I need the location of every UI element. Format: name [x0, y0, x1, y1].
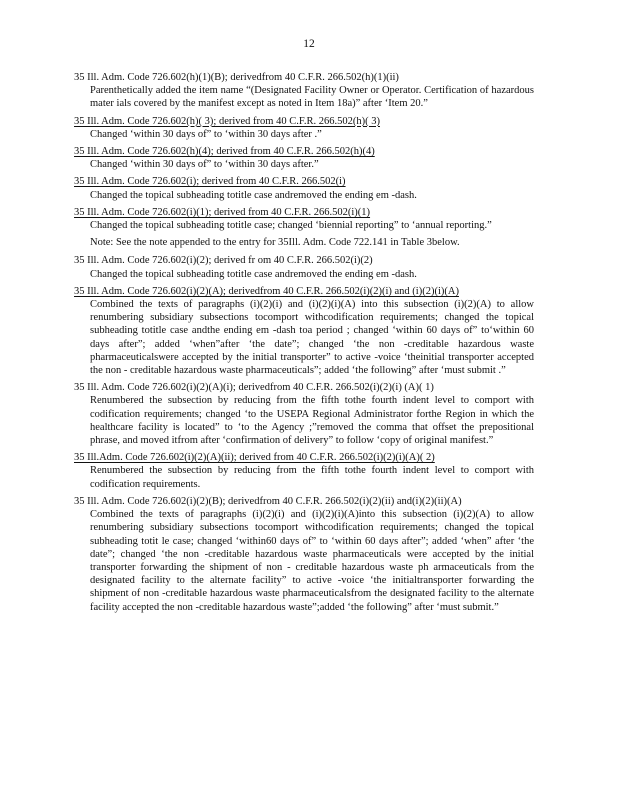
- note-text: Note: See the note appended to the entry for 35Ill. Adm. Code 722.141 in Table 3below.: [90, 237, 460, 249]
- entry-header: 35 Ill. Adm. Code 726.602(i); derived from 40 C.F.R. 266.502(i): [74, 176, 346, 188]
- entry-text: Combined the texts of paragraphs (i)(2)(i) and (i)(2)(i)(A)into this subsection (i)(2)(A) to allow renumbering subsidiary subsections tocomport withcodification requirements; changed the topical subheading totit le case; changed ‘within60 days of” to ‘within 60 days after”; added ‘when” after ‘the date”; changed ‘the non -creditable hazardous waste pharmaceuticals were accepted by the initial transporter forwarding the shipment of non - creditable hazardous waste ph armaceuticals from the designated facility to the alternate facility” to active -voice ‘the initialtransporter forwarding the shipment of non -creditable hazardous waste pharmaceuticalsfrom the designated facility to the alternate facility accepted the non -creditable hazardous waste”;added ‘the following” after ‘must submit.”: [90, 509, 534, 613]
- entry-header: 35 Ill. Adm. Code 726.602(i)(2)(B); derivedfrom 40 C.F.R. 266.502(i)(2)(ii) and(i)(2)(ii)(A): [74, 495, 462, 507]
- entry: [74, 285, 534, 377]
- entry: [74, 115, 534, 141]
- entry: [74, 451, 534, 491]
- entry: [74, 145, 534, 171]
- entry-text: Combined the texts of paragraphs (i)(2)(i) and (i)(2)(i)(A) into this subsection (i)(2)(A) to allow renumbering subsidiary subsections tocomport withcodification requirements; changed the topical subheading totitle case andthe ending em -dash toa period ; changed ‘within 60 days of” to‘within 60 days after”; added ‘when”after ‘the date”; changed ‘the non -creditable hazardous waste pharmaceuticalswere accepted by the initial transporter” to active -voice ‘theinitial transporter accepted the non - creditable hazardous waste pharmaceuticals”; added ‘the following” after ‘must submit .”: [90, 299, 534, 377]
- entry-text: Changed the topical subheading totitle case; changed ‘biennial reporting” to ‘annual reporting.”: [90, 220, 492, 232]
- entry-header: 35 Ill. Adm. Code 726.602(h)( 3); derived from 40 C.F.R. 266.502(h)( 3): [74, 115, 380, 127]
- entry: [74, 495, 534, 614]
- entry-text: Changed the topical subheading totitle case andremoved the ending em -dash.: [90, 189, 417, 201]
- entry-list: [74, 71, 534, 618]
- entry-text: Changed ‘within 30 days of” to ‘within 30 days after .”: [90, 128, 322, 140]
- entry: [74, 71, 534, 111]
- entry-header: 35 Ill. Adm. Code 726.602(i)(2)(A); derivedfrom 40 C.F.R. 266.502(i)(2)(i) and (i)(2)(i)(A): [74, 285, 459, 297]
- entry-header: 35 Ill. Adm. Code 726.602(i)(1); derived from 40 C.F.R. 266.502(i)(1): [74, 206, 371, 218]
- entry-text: Parenthetically added the item name “(Designated Facility Owner or Operator. Certification of hazardous mater ials covered by the manifest except as noted in Item 18a)” after ‘Item 20.”: [90, 85, 534, 110]
- entry-text: Changed ‘within 30 days of” to ‘within 30 days after.”: [90, 159, 319, 171]
- entry: [74, 206, 534, 232]
- entry: [74, 254, 534, 280]
- page-number: 12: [303, 38, 315, 50]
- entry-text: Changed the topical subheading totitle case andremoved the ending em -dash.: [90, 268, 417, 280]
- entry-text: Renumbered the subsection by reducing from the fifth tothe fourth indent level to comport with codification requirements.: [90, 465, 534, 490]
- entry: [74, 175, 534, 201]
- entry-header: 35 Ill. Adm. Code 726.602(i)(2); derived fr om 40 C.F.R. 266.502(i)(2): [74, 255, 373, 267]
- entry-text: Renumbered the subsection by reducing from the fifth tothe fourth indent level to comport with codification requirements; changed ‘to the USEPA Regional Administrator forthe Region in which the healthcare facility is located” to ‘to the Agency ;”removed the comma that offset the prepositional phrase, and moved itfrom after ‘confirmation of delivery” to follow ‘copy of original manifest.”: [90, 395, 534, 447]
- entry-header: 35 Ill. Adm. Code 726.602(h)(1)(B); derivedfrom 40 C.F.R. 266.502(h)(1)(ii): [74, 72, 399, 83]
- entry: [74, 381, 534, 447]
- entry-header: 35 Ill.Adm. Code 726.602(i)(2)(A)(ii); derived from 40 C.F.R. 266.502(i)(2)(i)(A)( 2): [74, 452, 435, 464]
- entry-header: 35 Ill. Adm. Code 726.602(i)(2)(A)(i); derivedfrom 40 C.F.R. 266.502(i)(2)(i) (A)( 1): [74, 382, 434, 394]
- entry-header: 35 Ill. Adm. Code 726.602(h)(4); derived from 40 C.F.R. 266.502(h)(4): [74, 146, 375, 158]
